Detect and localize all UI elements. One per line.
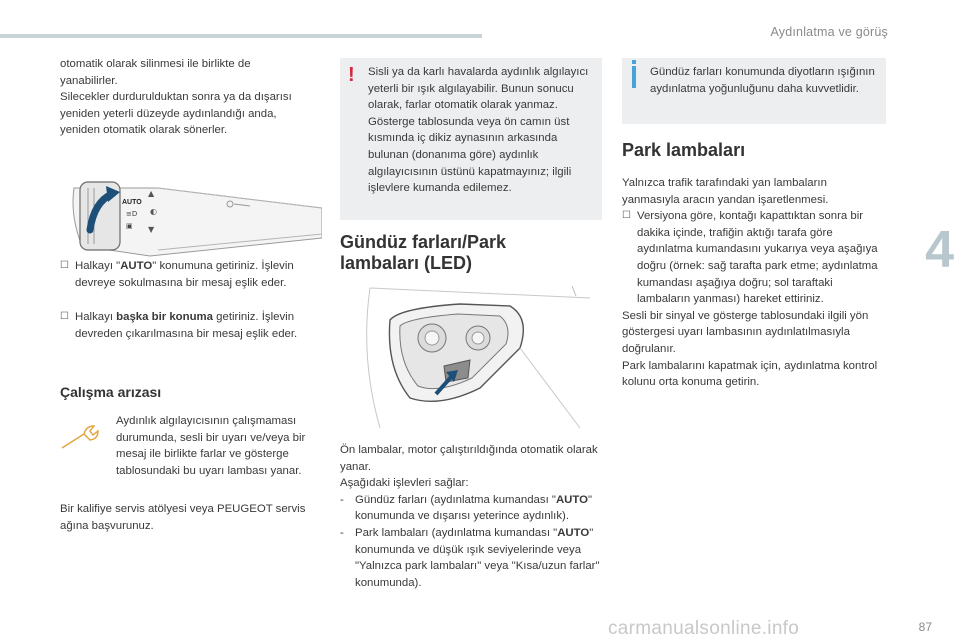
column-1: [60, 56, 322, 139]
lighting-stalk-illustration: [60, 168, 322, 264]
dash-bold: AUTO: [555, 493, 589, 506]
headlamp-illustration: [340, 278, 602, 436]
section-title-fault: Çalışma arızası: [60, 384, 162, 400]
warning-exclamation-icon: !: [348, 64, 355, 86]
park-body-1: Yalnızca trafik tarafındaki yan lambaların yanmasıyla aracın yandan işaretlenmesi.: [622, 177, 829, 206]
drl-body-2: Aşağıdaki işlevleri sağlar:: [340, 477, 469, 490]
bullet-auto-off: [60, 309, 322, 342]
stalk-auto-label: AUTO: [122, 199, 142, 206]
dash-text: Gündüz farları (aydınlatma kumandası ": [355, 493, 556, 506]
intro-line-3: Silecekler durdurulduktan sonra ya da dışarısı: [60, 91, 292, 104]
park-body-2: Sesli bir sinyal ve gösterge tablosundaki ilgili yön göstergesi uyarı lambasının aydınlatılmasıyla doğrulanır.: [622, 309, 869, 355]
intro-line-2: yanabilirler.: [60, 74, 118, 87]
page-header-title: Aydınlatma ve görüş: [770, 25, 888, 39]
dash-text: " konumunda ve düşük ışık seviyelerinde veya "Yalnızca park lambaları" veya "Kısa/uzun farlar" konumunda).: [355, 526, 600, 589]
section-title-drl-l2: lambaları (LED): [340, 253, 473, 273]
dash-text: Park lambaları (aydınlatma kumandası ": [355, 526, 558, 539]
warning-note: [340, 58, 602, 220]
section-title-drl-l1: Gündüz farları/Park: [340, 232, 507, 252]
bullet-text: Halkayı ": [75, 260, 121, 272]
info-text: Gündüz farları konumunda diyotların ışığının aydınlatma yoğunluğunu daha kuvvetlidir.: [650, 66, 875, 95]
intro-line-5: yeniden otomatik olarak sönerler.: [60, 124, 228, 137]
header-accent-bar: [0, 34, 482, 38]
checkbox-marker-icon: ☐: [622, 210, 631, 222]
warning-text: Sisli ya da karlı havalarda aydınlık algılayıcı yeterli bir ışık algılayabilir. Bunun sonucu olarak, farlar otomatik olarak yanmaz. Gösterge tablosunda veya ön camın üst kısmında iç dikiz aynasının arkasında bulunan (donanıma göre) aydınlık algılayıcısının üstünü kapatmayınız; ilgili işlevlere kumanda edilemez.: [368, 66, 589, 195]
chapter-number: 4: [925, 221, 954, 279]
outro-text: Bir kalifiye servis atölyesi veya PEUGEOT servis ağına başvurunuz.: [60, 503, 306, 532]
bullet-text: getiriniz. İşlevin devreden çıkarılmasına bir mesaj eşlik eder.: [75, 311, 298, 340]
bullet-bold: başka bir konuma: [116, 311, 214, 324]
dash-bold: AUTO: [557, 526, 590, 539]
section-title-park: Park lambaları: [622, 140, 746, 160]
intro-line-4: yeniden yeterli düzeyde aydınlandığı anda,: [60, 107, 277, 120]
svg-text:◐: ◐: [150, 207, 157, 216]
watermark: carmanualsonline.info: [608, 618, 800, 640]
column-1-bullets: [60, 258, 322, 342]
column-2: [340, 58, 602, 274]
fault-text: Aydınlık algılayıcısının çalışmaması durumunda, sesli bir uyarı ve/veya bir mesaj ile birlikte farlar ve gösterge tablosundaki bu uyarı lambası yanar.: [116, 415, 306, 477]
svg-text:▼: ▼: [148, 225, 155, 234]
checkbox-marker-icon: ☐: [60, 260, 69, 271]
park-bullet: [622, 208, 886, 308]
dash-item-park: - Park lambaları (aydınlatma kumandası "AUTO" konumunda ve düşük ışık seviyelerinde veya "Yalnızca park lambaları" veya "Kısa/uzun farlar" konumunda).: [340, 526, 600, 589]
bullet-bold: AUTO: [120, 260, 153, 272]
svg-text:▣: ▣: [126, 222, 133, 230]
bullet-auto-on: [60, 258, 322, 291]
info-note: [622, 58, 886, 124]
wrench-icon: [60, 422, 100, 452]
drl-body-1: Ön lambalar, motor çalıştırıldığında otomatik olarak yanar.: [340, 444, 598, 473]
page-number: 87: [918, 620, 932, 635]
dash-item-drl: - Gündüz farları (aydınlatma kumandası "AUTO" konumunda ve dışarısı yeterince aydınlık).: [340, 493, 593, 523]
bullet-text: Halkayı: [75, 311, 117, 324]
checkbox-marker-icon: ☐: [60, 311, 69, 323]
dash-text: " konumunda ve dışarısı yeterince aydınlık).: [355, 493, 593, 523]
park-body-3: Park lambalarını kapatmak için, aydınlatma kontrol kolunu orta konuma getirin.: [622, 359, 878, 389]
park-bullet-text: Versiyona göre, kontağı kapattıktan sonra bir dakika içinde, trafiğin aktığı tarafa göre aydınlatma kumandasını yukarıya veya aşağıya doğru (örnek: sağ tarafta park etme; aydınlatma kumandası aşağıya doğru; sol taraftaki lambaların yanması) hareket ettiriniz.: [637, 210, 878, 306]
intro-line-1: otomatik olarak silinmesi ile birlikte de: [60, 58, 251, 70]
info-icon: [632, 66, 636, 88]
bullet-text: " konumuna getiriniz. İşlevin devreye sokulmasına bir mesaj eşlik eder.: [75, 260, 294, 289]
svg-text:▲: ▲: [148, 189, 155, 198]
svg-text:≡D: ≡D: [126, 210, 138, 218]
column-2-body: [340, 442, 602, 591]
column-3: [622, 58, 886, 391]
